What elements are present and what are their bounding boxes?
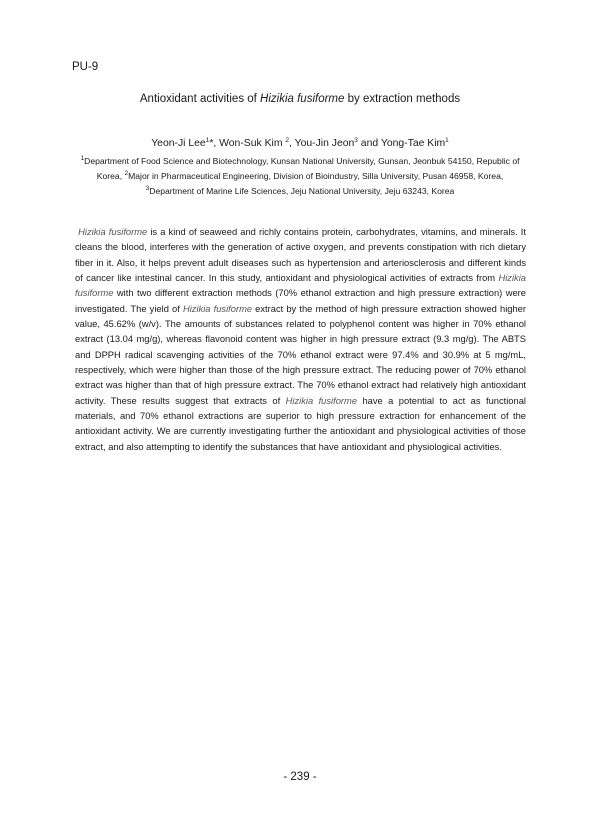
author-name: You-Jin Jeon — [294, 138, 355, 149]
author-name: Yeon-Ji Lee — [151, 138, 206, 149]
author-separator: and — [357, 138, 381, 149]
author-affiliation-mark: 3 — [354, 137, 358, 144]
affiliation-mark: 3 — [145, 185, 150, 192]
title-prefix: Antioxidant activities of — [139, 93, 261, 105]
abstract-body — [75, 225, 526, 455]
species-name: Hizikia fusiforme — [78, 227, 148, 237]
abstract-code: PU-9 — [72, 61, 99, 73]
author-name: Won-Suk Kim — [219, 138, 286, 149]
author-affiliation-mark: 1 — [445, 137, 449, 144]
author-separator: , — [289, 138, 295, 149]
species-name: Hizikia fusiforme — [75, 273, 526, 299]
abstract-text: is a kind of seaweed and richly contains protein, carbohydrates, vitamins, and minerals. It cleans the blood, interferes with the generation of active oxygen, and prevents constipation with rich dietary fiber in it. Also, it helps prevent adult diseases such as hypertension and arteriosclerosis and different kinds of cancer like intestinal cancer. In this study, antioxidant and physiological activities of extracts from — [75, 227, 526, 284]
affiliation-text: Major in Pharmaceutical Engineering, Division of Bioindustry, Silla University, Pusan 46958, Korea, — [128, 171, 504, 181]
abstract-text: extract by the method of high pressure extraction showed higher value, 45.62% (w/v). The amounts of substances related to polyphenol content was higher in 70% ethanol extract (13.04 mg/g), whereas flavonoid content was higher in high pressure extract (9.3 mg/g). The ABTS and DPPH radical scavenging activities of the 70% ethanol extract were 97.4% and 30.9% at 5 mg/mL, respectively, which were higher than those of the high pressure extract. The reducing power of 70% ethanol extract was higher than that of high pressure extract. The 70% ethanol extract had relatively high antioxidant activity. These results suggest that extracts of — [75, 303, 526, 406]
title-suffix: by extraction methods — [344, 93, 461, 105]
affiliation-text: Department of Food Science and Biotechnology, Kunsan National University, Gunsan, Jeonbuk 54150, Republic of Korea, — [84, 156, 520, 181]
corresponding-mark: *, — [209, 138, 220, 149]
species-name: Hizikia fusiforme — [182, 303, 253, 314]
abstract-text: with two different extraction methods (70% ethanol extraction and high pressure extraction) were investigated. The yield of — [75, 288, 526, 314]
author-affiliation-mark: 2 — [285, 137, 289, 144]
paper-title — [0, 93, 600, 105]
abstract-text: have a potential to act as functional materials, and 70% ethanol extractions are superior to high pressure extraction for enhancement of the antioxidant activity. We are currently investigating further the antioxidant and physiological activities of those extract, and also attempting to identify the substances that have antioxidant and physiological activities. — [75, 395, 526, 452]
affiliation-text: Department of Marine Life Sciences, Jeju National University, Jeju 63243, Korea — [149, 186, 455, 196]
author-affiliation-mark: 1 — [205, 137, 210, 144]
page-number: - 239 - — [283, 771, 317, 783]
affiliations — [78, 154, 522, 199]
author-list — [0, 138, 600, 149]
affiliation-mark: 2 — [124, 170, 129, 177]
author-name: Yong-Tae Kim — [380, 138, 446, 149]
species-name: Hizikia fusiforme — [285, 395, 358, 406]
title-species: Hizikia fusiforme — [260, 93, 345, 105]
affiliation-mark: 1 — [80, 155, 85, 162]
